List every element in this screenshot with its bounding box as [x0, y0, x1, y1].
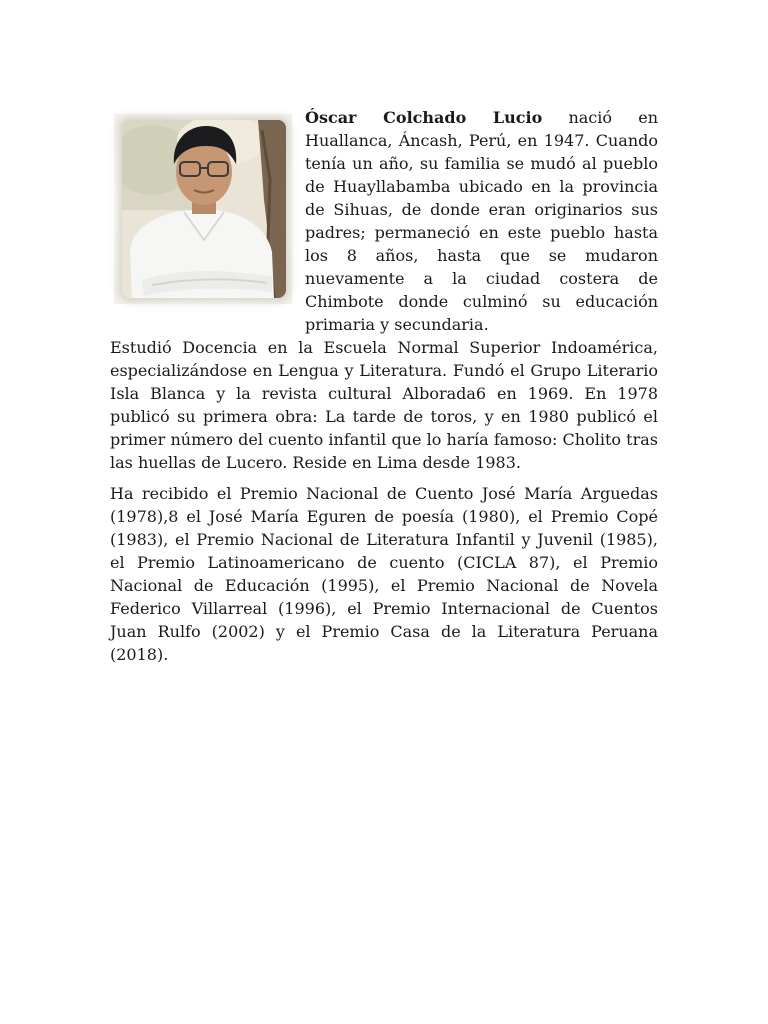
author-photo — [122, 120, 286, 298]
intro-paragraph — [305, 106, 658, 336]
studies-paragraph: Estudió Docencia en la Escuela Normal Superior Indoamérica, especializándose en Lengua y Literatura. Fundó el Grupo Literario Isla Blanca y la revista cultural Alborada6 en 1969. En 1978 publicó su primera obra: La tarde de toros, y en 1980 publicó el primer número del cuento infantil que lo haría famoso: Cholito tras las huellas de Lucero. Reside en Lima desde 1983. — [110, 338, 658, 472]
author-photo-frame — [114, 114, 292, 304]
intro-text: nació en Huallanca, Áncash, Perú, en 1947. Cuando tenía un año, su familia se mudó al pueblo de Huayllabamba ubicado en la provincia de Sihuas, de donde eran originarios sus padres; permaneció en este pueblo hasta los 8 años, hasta que se mudaron nuevamente a la ciudad costera de Chimbote donde culminó su educación primaria y secundaria. — [305, 108, 658, 334]
author-name: Óscar Colchado Lucio — [305, 108, 543, 127]
awards-paragraph: Ha recibido el Premio Nacional de Cuento José María Arguedas (1978),8 el José María Eguren de poesía (1980), el Premio Copé (1983), el Premio Nacional de Literatura Infantil y Juvenil (1985), el Premio Latinoamericano de cuento (CICLA 87), el Premio Nacional de Educación (1995), el Premio Nacional de Novela Federico Villarreal (1996), el Premio Internacional de Cuentos Juan Rulfo (2002) y el Premio Casa de la Literatura Peruana (2018). — [110, 484, 658, 664]
